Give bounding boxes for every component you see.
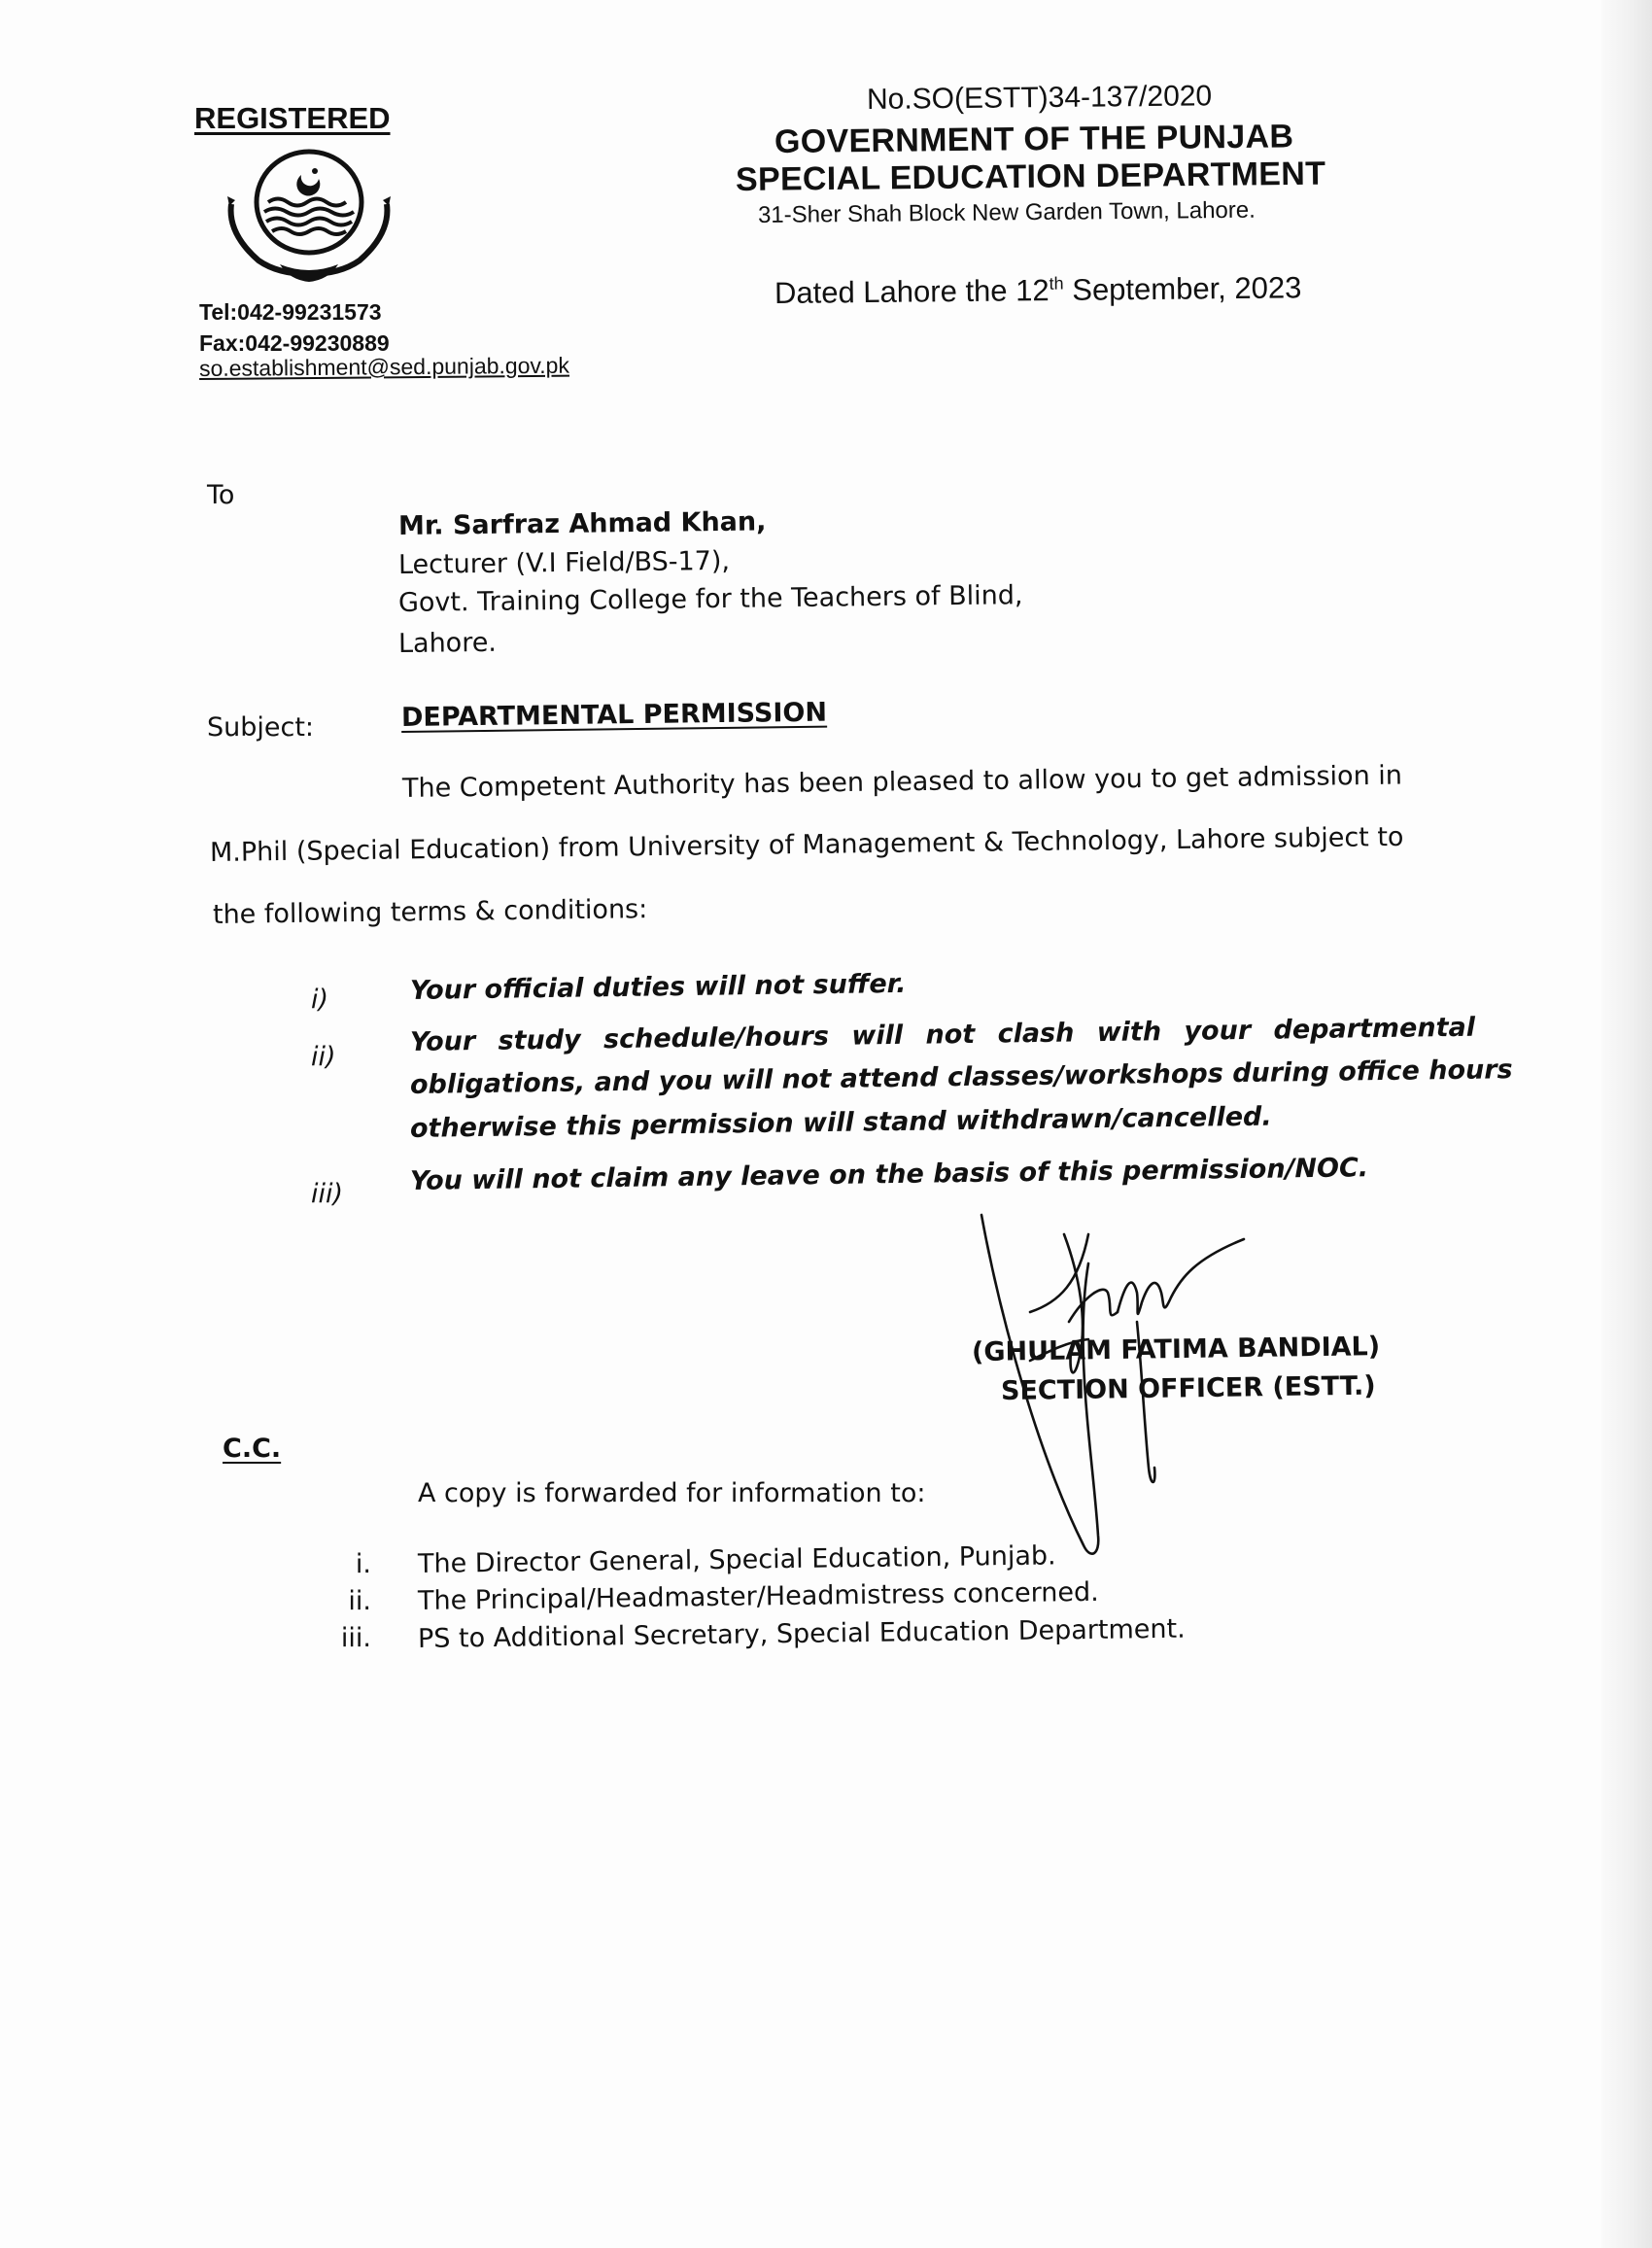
signatory-name: (GHULAM FATIMA BANDIAL) (971, 1332, 1381, 1367)
condition-number: iii) (311, 1179, 344, 1209)
telephone: Tel:042-99231573 (199, 299, 382, 325)
cc-label: C.C. (223, 1434, 282, 1464)
date-ordinal: th (1049, 273, 1064, 294)
condition-number: i) (311, 985, 329, 1015)
recipient-city: Lahore. (397, 627, 498, 659)
date-prefix: Dated Lahore the 12 (774, 273, 1050, 310)
cc-item-number: i. (355, 1549, 371, 1579)
subject-label: Subject: (207, 712, 315, 743)
subject-title: DEPARTMENTAL PERMISSION (400, 697, 828, 733)
body-line-2: M.Phil (Special Education) from University of Management & Technology, Lahore subject to (209, 821, 1404, 868)
cc-item-number: ii. (348, 1586, 371, 1616)
recipient-designation: Lecturer (V.I Field/BS-17), (397, 545, 731, 580)
signatory-title: SECTION OFFICER (ESTT.) (1000, 1370, 1376, 1406)
reference-number: No.SO(ESTT)34-137/2020 (866, 80, 1213, 116)
body-line-1: The Competent Authority has been pleased to allow you to get admission in (401, 760, 1403, 804)
date-suffix: September, 2023 (1063, 270, 1302, 307)
cc-item: The Director General, Special Education, Punjab. (417, 1540, 1056, 1579)
page-edge (1601, 0, 1652, 2248)
department-heading: SPECIAL EDUCATION DEPARTMENT (735, 155, 1326, 198)
recipient-name: Mr. Sarfraz Ahmad Khan, (397, 506, 767, 541)
cc-item: The Principal/Headmaster/Headmistress concerned. (417, 1576, 1099, 1616)
to-label: To (207, 480, 235, 510)
condition-text: You will not claim any leave on the basis of this permission/NOC. (409, 1153, 1369, 1196)
office-address: 31-Sher Shah Block New Garden Town, Lahore. (757, 196, 1256, 228)
body-line-3: the following terms & conditions: (212, 894, 648, 930)
condition-text: Your study schedule/hours will not clash with your departmental (409, 1012, 1476, 1057)
condition-text: Your official duties will not suffer. (409, 968, 907, 1006)
condition-number: ii) (311, 1042, 336, 1072)
condition-text: obligations, and you will not attend classes/workshops during office hours (409, 1055, 1513, 1100)
cc-item: PS to Additional Secretary, Special Education Department. (417, 1613, 1186, 1654)
government-heading: GOVERNMENT OF THE PUNJAB (774, 118, 1294, 160)
cc-intro: A copy is forwarded for information to: (418, 1478, 926, 1508)
cc-item-number: iii. (340, 1623, 371, 1653)
email-link[interactable]: so.establishment@sed.punjab.gov.pk (198, 352, 570, 381)
date-line (774, 270, 1302, 311)
recipient-institution: Govt. Training College for the Teachers of Blind, (397, 580, 1023, 618)
registered-label: REGISTERED (194, 101, 391, 135)
punjab-emblem-icon (212, 146, 406, 287)
condition-text: otherwise this permission will stand withdrawn/cancelled. (409, 1101, 1272, 1144)
fax: Fax:042-99230889 (199, 330, 390, 356)
